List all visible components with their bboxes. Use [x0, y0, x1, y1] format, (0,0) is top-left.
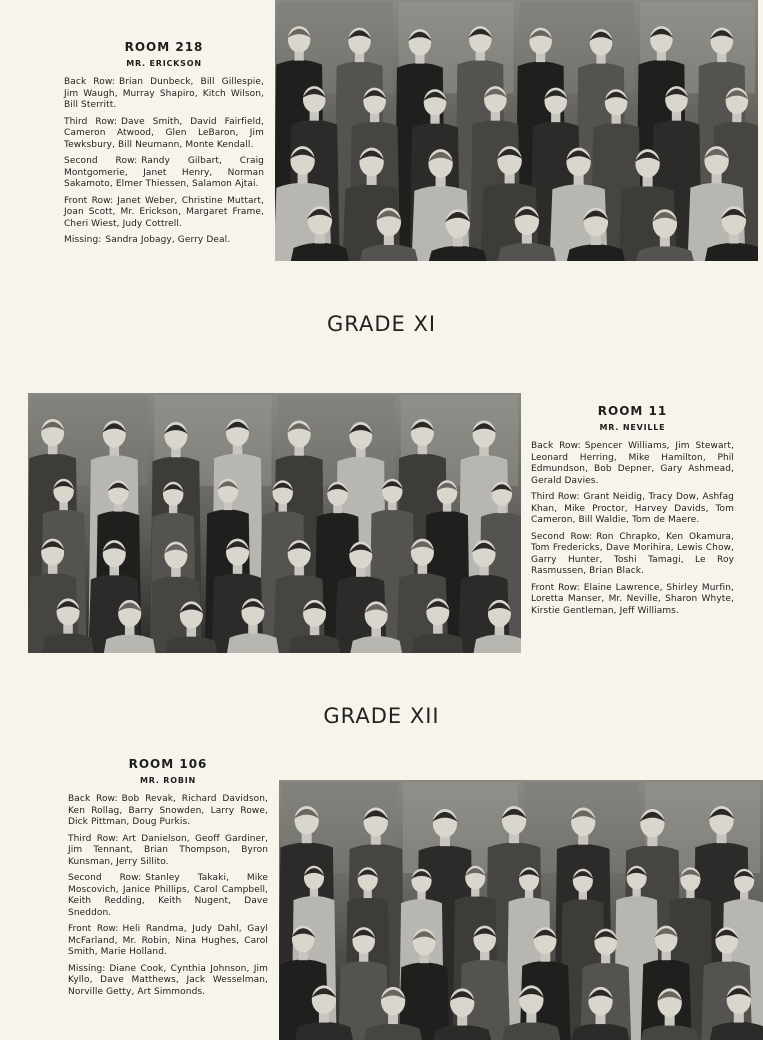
row-entry [531, 441, 734, 487]
room-title: ROOM 11 [597, 404, 668, 418]
row-names: Brian Dunbeck, Bill Gillespie, Jim Waugh, Murray Shapiro, Kitch Wilson, Bill Sterritt. [64, 77, 264, 110]
room-218-caption [64, 40, 264, 252]
teacher-name: MR. NEVILLE [599, 423, 666, 432]
row-label: Back Row: [64, 77, 115, 87]
row-names: Stanley Takaki, Mike Moscovich, Janice Phillips, Carol Campbell, Keith Redding, Keith Nugent, Dave Sneddon. [68, 873, 269, 918]
row-entry [68, 964, 268, 999]
room-11-caption [531, 404, 734, 622]
row-label: Front Row: [531, 582, 580, 593]
row-names: Grant Neidig, Tracy Dow, Ashfag Khan, Mike Proctor, Harvey Davids, Tom Cameron, Bill Waldie, Tom de Maere. [531, 492, 734, 525]
room-11-class-photo [28, 393, 521, 653]
row-names: Randy Gilbart, Craig Montgomerie, Janet Henry, Norman Sakamoto, Elmer Thiessen, Salamon Ajtai. [64, 156, 264, 189]
row-entry [68, 834, 268, 869]
photo-silhouettes [279, 780, 763, 1040]
row-entry [531, 583, 734, 618]
row-entry [531, 532, 734, 578]
row-label: Third Row: [68, 833, 119, 844]
teacher-name: MR. ROBIN [139, 776, 197, 785]
row-entry [64, 156, 264, 191]
row-entry [64, 196, 264, 231]
row-label: Second Row: [68, 873, 142, 883]
row-names: Art Danielson, Geoff Gardiner, Jim Tennant, Brian Thompson, Byron Kunsman, Jerry Sillito. [68, 833, 268, 867]
row-label: Third Row: [64, 116, 118, 127]
row-label: Second Row: [531, 531, 593, 542]
row-names: Heli Randma, Judy Dahl, Gayl McFarland, Mr. Robin, Nina Hughes, Carol Smith, Marie Holland. [68, 924, 268, 957]
row-names: Janet Weber, Christine Muttart, Joan Scott, Mr. Erickson, Margaret Frame, Cheri Wiest, Judy Cottrell. [64, 195, 265, 229]
grade-xi-heading: GRADE XI [326, 312, 437, 336]
row-entry [68, 794, 268, 829]
grade-xii-heading: GRADE XII [323, 704, 440, 728]
row-names: Diane Cook, Cynthia Johnson, Jim Kyllo, Dave Matthews, Jack Wesselman, Norville Getty, Art Simmonds. [68, 963, 268, 997]
row-names: Elaine Lawrence, Shirley Murfin, Loretta Manser, Mr. Neville, Sharon Whyte, Kirstie Gentleman, Jeff Williams. [531, 582, 734, 616]
row-entry [64, 117, 264, 152]
room-title: ROOM 106 [128, 757, 208, 771]
room-218-class-photo [275, 0, 758, 261]
row-names: Spencer Williams, Jim Stewart, Leonard Herring, Mike Hamilton, Phil Edmundson, Bob Depner, Gary Ashmead, Gerald Davies. [531, 441, 734, 486]
row-names: Ron Chrapko, Ken Okamura, Tom Fredericks, Dave Morihira, Lewis Chow, Garry Hunter, Toshi Tamagi, Le Roy Rasmussen, Brian Black. [531, 531, 734, 576]
row-label: Back Row: [531, 441, 581, 451]
photo-silhouettes [275, 0, 758, 261]
photo-silhouettes [28, 393, 521, 653]
teacher-name: MR. ERICKSON [126, 59, 202, 68]
row-entry [68, 924, 268, 959]
row-entry [64, 77, 264, 112]
row-names: Bob Revak, Richard Davidson, Ken Rollag, Barry Snowden, Larry Rowe, Dick Pittman, Doug Purkis. [68, 794, 268, 827]
row-label: Missing: [64, 235, 102, 245]
row-label: Third Row: [531, 492, 580, 502]
row-names: Dave Smith, David Fairfield, Cameron Atwood, Glen LeBaron, Jim Tewksbury, Bill Neumann, Monte Kendall. [64, 116, 264, 150]
row-label: Second Row: [64, 156, 138, 166]
room-title: ROOM 218 [124, 40, 204, 54]
row-entry [68, 873, 268, 919]
row-label: Missing: [68, 963, 106, 974]
row-label: Front Row: [64, 195, 114, 206]
room-106-class-photo [279, 780, 763, 1040]
row-label: Front Row: [68, 924, 119, 934]
row-entry [64, 235, 264, 247]
room-106-caption [68, 757, 268, 1003]
row-label: Back Row: [68, 794, 118, 804]
row-entry [531, 492, 734, 527]
row-names: Sandra Jobagy, Gerry Deal. [105, 235, 231, 245]
